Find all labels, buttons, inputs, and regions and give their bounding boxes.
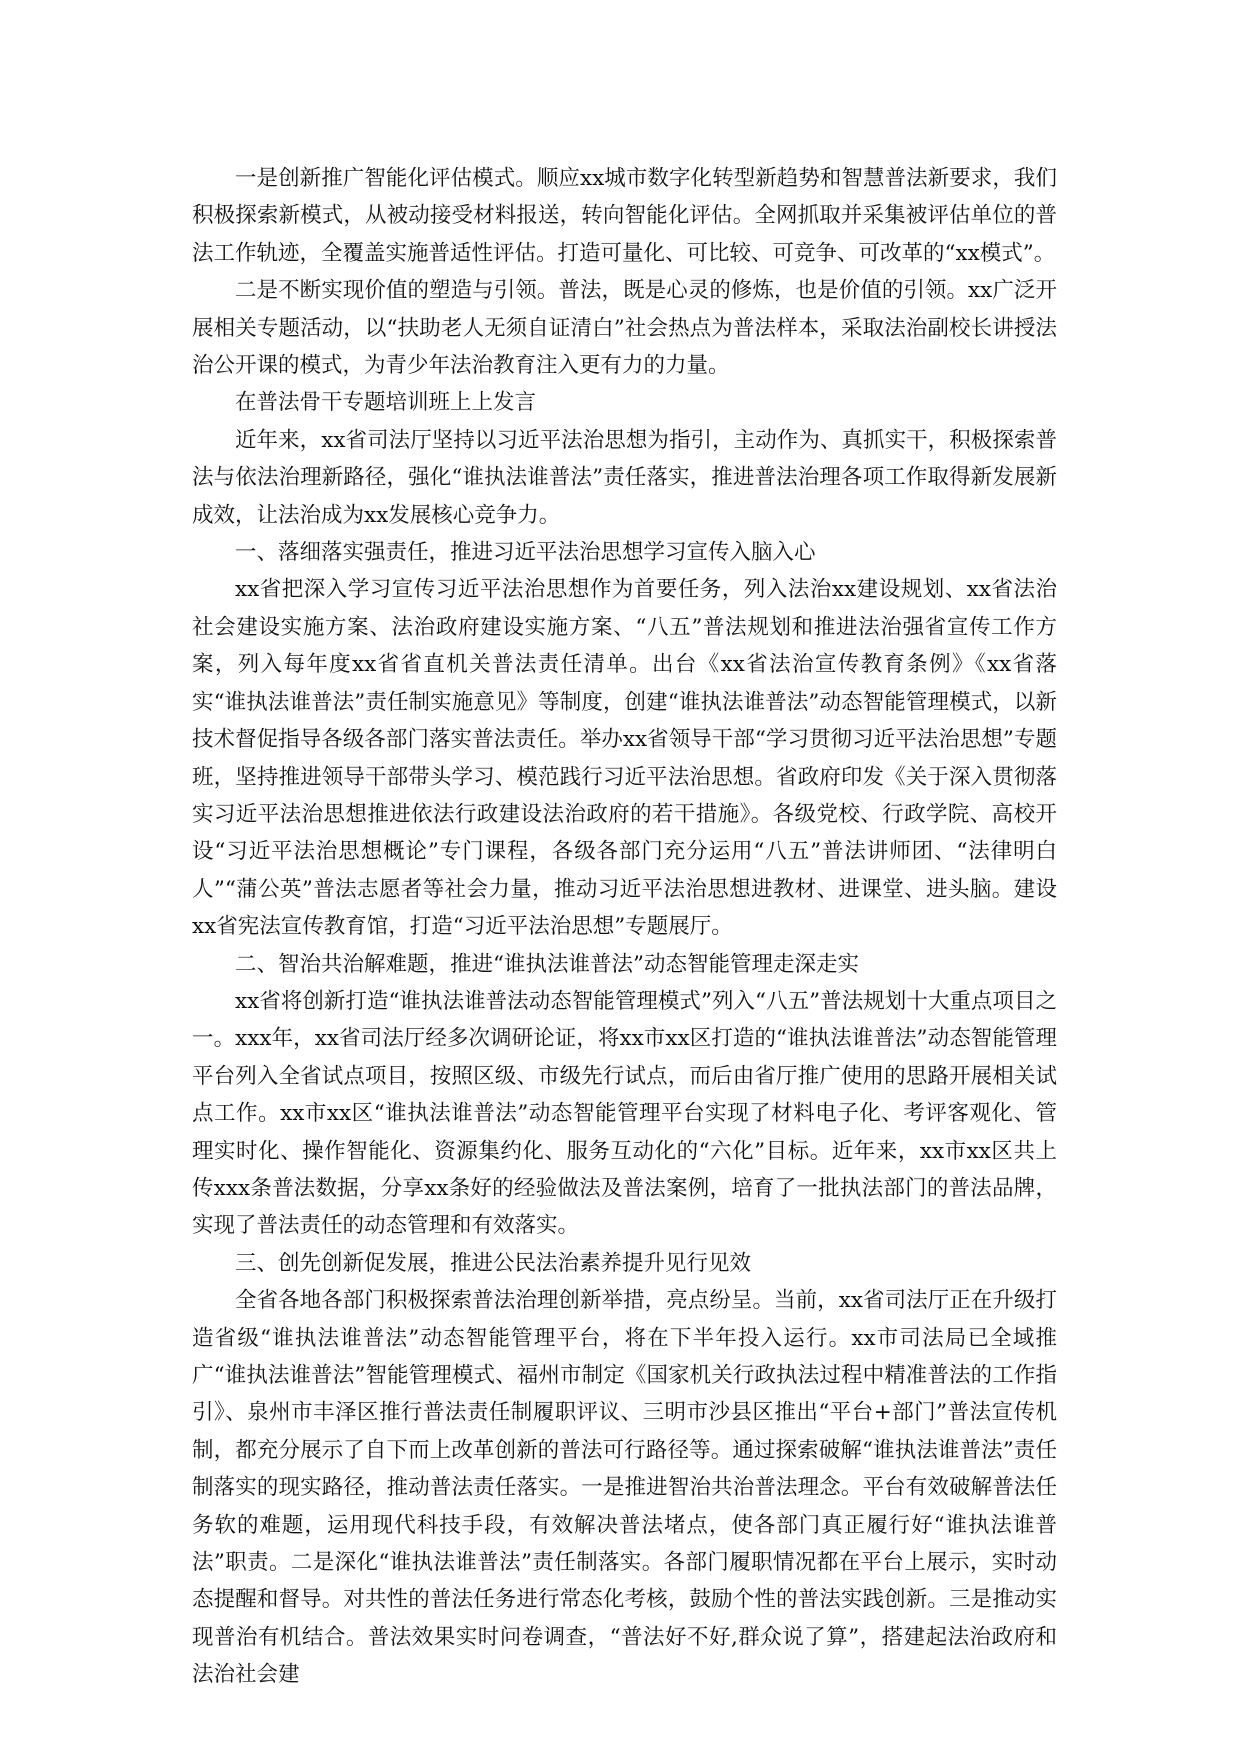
paragraph-section-1: xx省把深入学习宣传习近平法治思想作为首要任务，列入法治xx建设规划、xx省法治社会建设实施方案、法治政府建设实施方案、“八五”普法规划和推进法治强省宣传工作方案，列入每年度xx省省直机关普法责任清单。出台《xx省法治宣传教育条例》《xx省落实“谁执法谁普法”责任制实施意见》等制度，创建“谁执法谁普法”动态智能管理模式，以新技术督促指导各级各部门落实普法责任。举办xx省领导干部“学习贯彻习近平法治思想”专题班，坚持推进领导干部带头学习、模范践行习近平法治思想。省政府印发《关于深入贯彻落实习近平法治思想推进依法行政建设法治政府的若干措施》。各级党校、行政学院、高校开设“习近平法治思想概论”专门课程，各级各部门充分运用“八五”普法讲师团、“法律明白人”“蒲公英”普法志愿者等社会力量，推动习近平法治思想进教材、进课堂、进头脑。建设xx省宪法宣传教育馆，打造“习近平法治思想”专题展厅。: [192, 577, 1057, 940]
speech-title: 在普法骨干专题培训班上上发言: [235, 390, 537, 416]
section-heading-2: 二、智治共治解难题，推进“谁执法谁普法”动态智能管理走深走实: [235, 951, 859, 977]
paragraph-intro: 近年来，xx省司法厅坚持以习近平法治思想为指引，主动作为、真抓实干，积极探索普法与依法治理新路径，强化“谁执法谁普法”责任落实，推进普法治理各项工作取得新发展新成效，让法治成为xx发展核心竞争力。: [192, 427, 1057, 528]
paragraph-innovation-model: 一是创新推广智能化评估模式。顺应xx城市数字化转型新趋势和智慧普法新要求，我们积极探索新模式，从被动接受材料报送，转向智能化评估。全网抓取并采集被评估单位的普法工作轨迹，全覆盖实施普适性评估。打造可量化、可比较、可竞争、可改革的“xx模式”。: [192, 166, 1057, 266]
section-heading-1: 一、落细落实强责任，推进习近平法治思想学习宣传入脑入心: [235, 540, 816, 566]
paragraph-value-guidance: 二是不断实现价值的塑造与引领。普法，既是心灵的修炼，也是价值的引领。xx广泛开展相关专题活动，以“扶助老人无须自证清白”社会热点为普法样本，采取法治副校长讲授法治公开课的模式，为青少年法治教育注入更有力的力量。: [192, 278, 1057, 379]
paragraph-section-2: xx省将创新打造“谁执法谁普法动态智能管理模式”列入“八五”普法规划十大重点项目之一。xxx年，xx省司法厅经多次调研论证，将xx市xx区打造的“谁执法谁普法”动态智能管理平台列入全省试点项目，按照区级、市级先行试点，而后由省厅推广使用的思路开展相关试点工作。xx市xx区“谁执法谁普法”动态智能管理平台实现了材料电子化、考评客观化、管理实时化、操作智能化、资源集约化、服务互动化的“六化”目标。近年来，xx市xx区共上传xxx条普法数据，分享xx条好的经验做法及普法案例，培育了一批执法部门的普法品牌，实现了普法责任的动态管理和有效落实。: [192, 988, 1057, 1239]
section-heading-3: 三、创先创新促发展，推进公民法治素养提升见行见效: [235, 1250, 752, 1276]
document-body: [192, 160, 1057, 1694]
paragraph-section-3: 全省各地各部门积极探索普法治理创新举措，亮点纷呈。当前，xx省司法厅正在升级打造省级“谁执法谁普法”动态智能管理平台，将在下半年投入运行。xx市司法局已全域推广“谁执法谁普法”智能管理模式、福州市制定《国家机关行政执法过程中精准普法的工作指引》、泉州市丰泽区推行普法责任制履职评议、三明市沙县区推出“平台+部门”普法宣传机制，都充分展示了自下而上改革创新的普法可行路径等。通过探索破解“谁执法谁普法”责任制落实的现实路径，推动普法责任落实。一是推进智治共治普法理念。平台有效破解普法任务软的难题，运用现代科技手段，有效解决普法堵点，使各部门真正履行好“谁执法谁普法”职责。二是深化“谁执法谁普法”责任制落实。各部门履职情况都在平台上展示，实时动态提醒和督导。对共性的普法任务进行常态化考核，鼓励个性的普法实践创新。三是推动实现普治有机结合。普法效果实时问卷调查，“普法好不好,群众说了算”，搭建起法治政府和法治社会建: [192, 1288, 1057, 1688]
